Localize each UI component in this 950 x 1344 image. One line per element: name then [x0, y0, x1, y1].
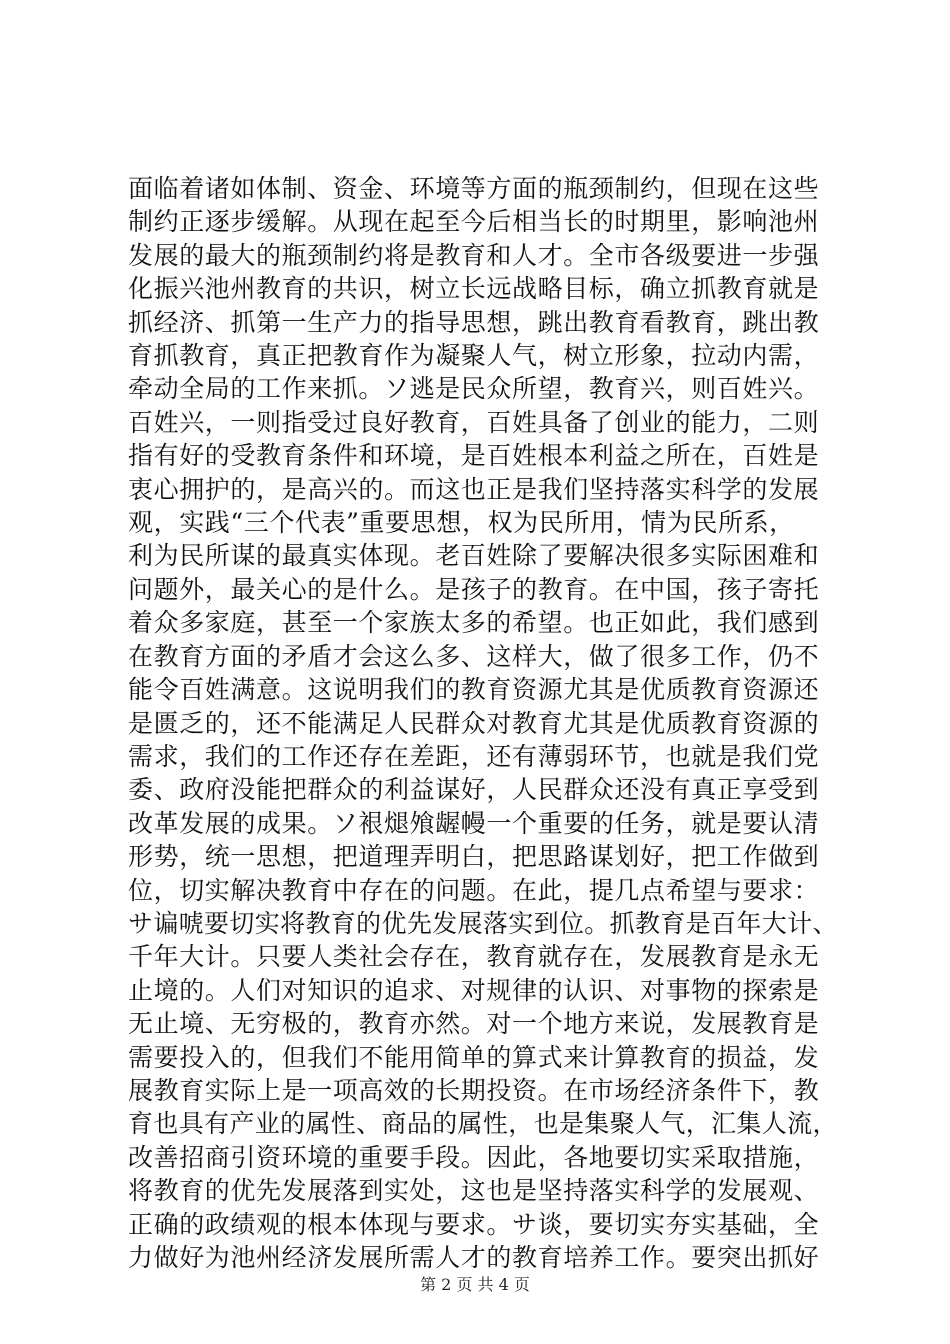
text-line: 千年大计。只要人类社会存在，教育就存在，发展教育是永无 [128, 942, 820, 972]
text-line: 化振兴池州教育的共识，树立长远战略目标，确立抓教育就是 [128, 274, 820, 304]
text-line: 需要投入的，但我们不能用简单的算式来计算教育的损益，发 [128, 1042, 820, 1072]
text-line: 衷心拥护的，是高兴的。而这也正是我们坚持落实科学的发展 [128, 474, 820, 504]
text-line: 制约正逐步缓解。从现在起至今后相当长的时期里，影响池州 [128, 207, 820, 237]
text-line: 育也具有产业的属性、商品的属性，也是集聚人气，汇集人流， [128, 1109, 838, 1139]
text-line: 是匮乏的，还不能满足人民群众对教育尤其是优质教育资源的 [128, 708, 820, 738]
text-line: 着众多家庭，甚至一个家族太多的希望。也正如此，我们感到 [128, 608, 820, 638]
text-line: サ谝唬要切实将教育的优先发展落实到位。抓教育是百年大计、 [128, 908, 838, 938]
text-line: 利为民所谋的最真实体现。老百姓除了要解决很多实际困难和 [128, 541, 820, 571]
text-line: 展教育实际上是一项高效的长期投资。在市场经济条件下，教 [128, 1075, 820, 1105]
text-line: 面临着诸如体制、资金、环境等方面的瓶颈制约，但现在这些 [128, 174, 820, 203]
text-line: 问题外，最关心的是什么。是孩子的教育。在中国，孩子寄托 [128, 574, 820, 604]
body-text [128, 172, 838, 1274]
text-line: 抓经济、抓第一生产力的指导思想，跳出教育看教育，跳出教 [128, 307, 820, 337]
text-line: 在教育方面的矛盾才会这么多、这样大，做了很多工作，仍不 [128, 641, 820, 671]
text-line: 能令百姓满意。这说明我们的教育资源尤其是优质教育资源还 [128, 675, 820, 705]
text-line: 牵动全局的工作来抓。ソ逃是民众所望，教育兴，则百姓兴。 [128, 374, 820, 404]
text-line: 改善招商引资环境的重要手段。因此，各地要切实采取措施， [128, 1142, 820, 1172]
text-line: 止境的。人们对知识的追求、对规律的认识、对事物的探索是 [128, 975, 820, 1005]
text-line: 改革发展的成果。ソ裉煺飧龌幔一个重要的任务，就是要认清 [128, 808, 820, 838]
page-footer: 第 2 页 共 4 页 [420, 1275, 530, 1294]
text-line: 无止境、无穷极的，教育亦然。对一个地方来说，发展教育是 [128, 1009, 820, 1039]
text-line: 位，切实解决教育中存在的问题。在此，提几点希望与要求： [128, 875, 820, 905]
text-line: 百姓兴，一则指受过良好教育，百姓具备了创业的能力，二则 [128, 407, 820, 437]
text-line: 形势，统一思想，把道理弄明白，把思路谋划好，把工作做到 [128, 842, 820, 872]
text-line: 委、政府没能把群众的利益谋好，人民群众还没有真正享受到 [128, 775, 820, 805]
text-line: 观，实践“三个代表”重要思想，权为民所用，情为民所系， [128, 508, 795, 538]
text-line: 力做好为池州经济发展所需人才的教育培养工作。要突出抓好 [128, 1243, 820, 1272]
text-line: 育抓教育，真正把教育作为凝聚人气，树立形象，拉动内需， [128, 341, 820, 371]
text-line: 需求，我们的工作还存在差距，还有薄弱环节，也就是我们党 [128, 741, 820, 771]
text-line: 指有好的受教育条件和环境，是百姓根本利益之所在，百姓是 [128, 441, 820, 471]
text-line: 将教育的优先发展落到实处，这也是坚持落实科学的发展观、 [128, 1176, 820, 1206]
text-line: 发展的最大的瓶颈制约将是教育和人才。全市各级要进一步强 [128, 240, 820, 270]
text-line: 正确的政绩观的根本体现与要求。サ谈，要切实夯实基础，全 [128, 1209, 820, 1239]
